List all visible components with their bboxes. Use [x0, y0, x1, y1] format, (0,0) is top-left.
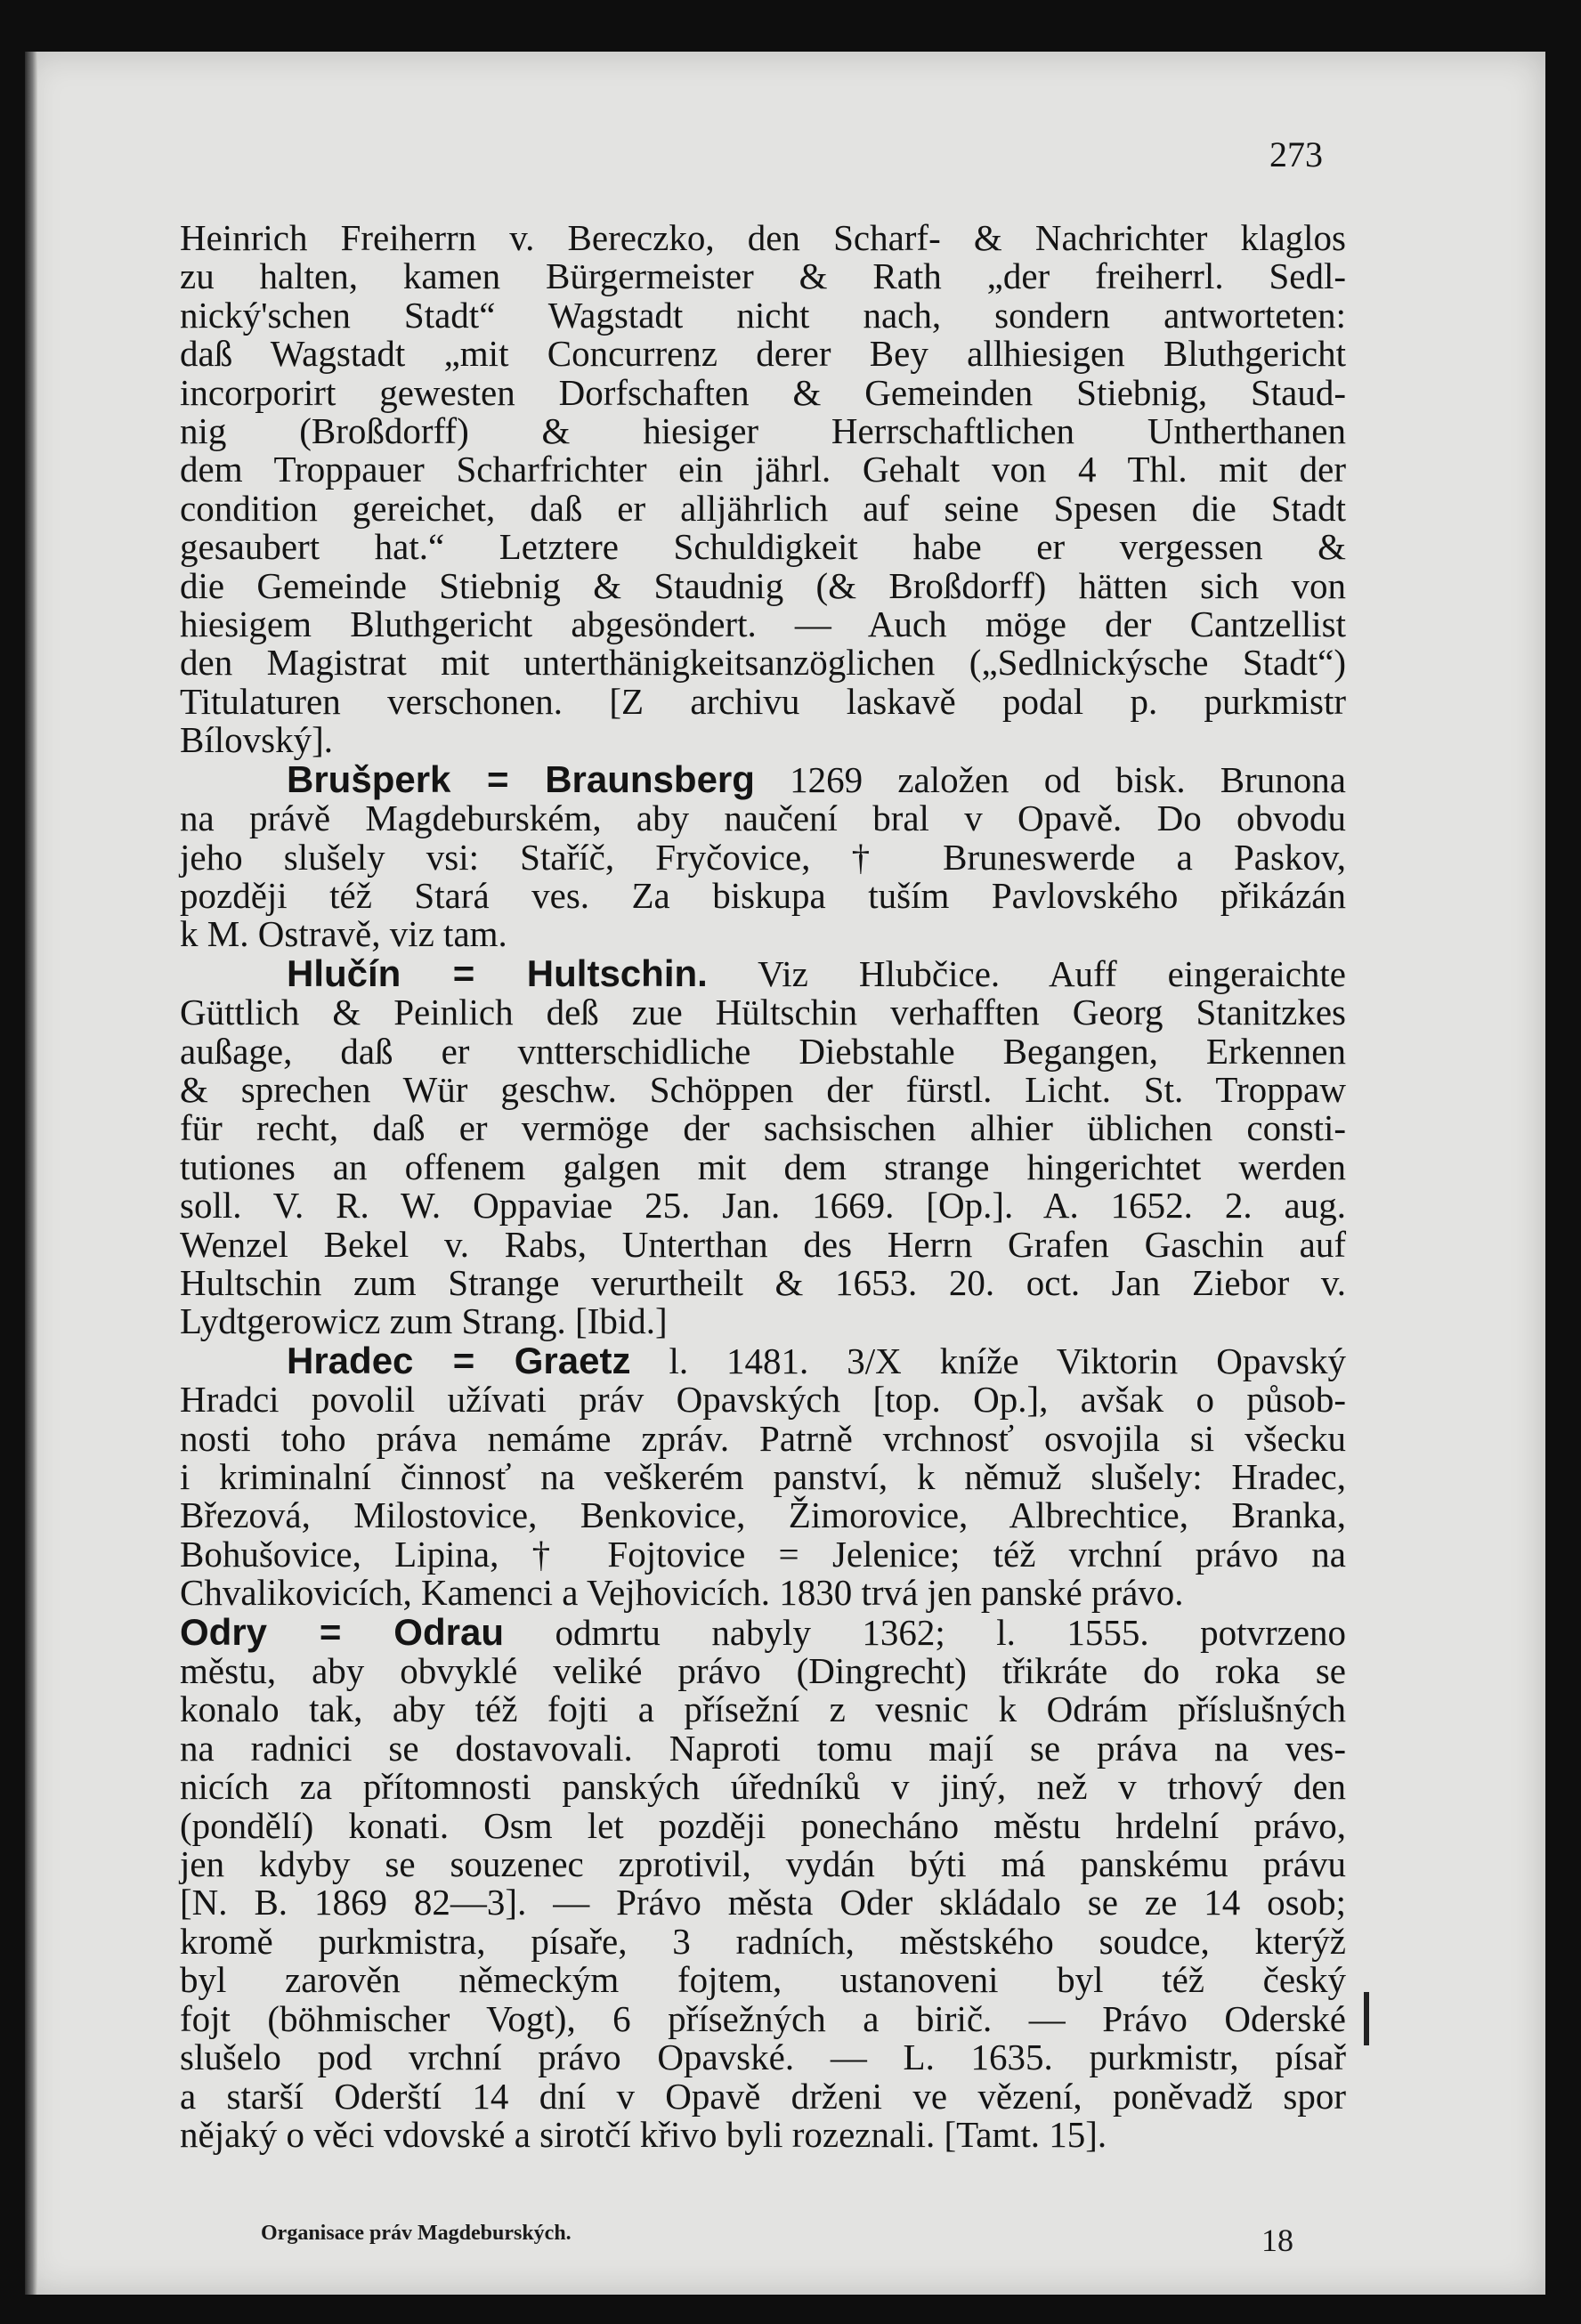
- text-line: Lydtgerowicz zum Strang. [Ibid.]: [180, 1300, 668, 1342]
- text-line: byl zarověn německým fojtem, ustanoveni byl též český: [180, 1959, 1346, 2001]
- text-line: condition gereichet, daß er alljährlich auf seine Spesen die Stadt: [180, 487, 1346, 529]
- page-binding-edge: [25, 52, 37, 2295]
- entry-hlucin: [180, 951, 1346, 1342]
- text-line: nějaký o věci vdovské a sirotčí křivo byli rozeznali. [Tamt. 15].: [180, 2113, 1107, 2155]
- text-line: městu, aby obvyklé veliké právo (Dingrecht) třikráte do roka se: [180, 1650, 1346, 1692]
- text-line: Titulaturen verschonen. [Z archivu laskavě podal p. purkmistr: [180, 680, 1346, 722]
- text-line: Hradci povolil užívati práv Opavských [top. Op.], avšak o působ-: [180, 1379, 1346, 1421]
- text-line: außage, daß er vntterschidliche Diebstahle Begangen, Erkennen: [180, 1030, 1346, 1072]
- text-fragment: l. 1481. 3/X kníže Viktorin Opavský: [669, 1340, 1346, 1381]
- book-page: [25, 52, 1545, 2295]
- entry-headword: Odry = Odrau: [180, 1610, 504, 1653]
- text-line: nig (Broßdorff) & hiesiger Herrschaftlichen Untherthanen: [180, 410, 1346, 452]
- text-line: fojt (böhmischer Vogt), 6 přísežných a birič. — Právo Oderské: [180, 1997, 1346, 2039]
- entry-odry: [180, 1610, 1347, 2155]
- text-line: jen kdyby se souzenec zprotivil, vydán býti má panskému právu: [180, 1843, 1346, 1885]
- text-line: Heinrich Freiherrn v. Bereczko, den Scharf- & Nachrichter klaglos: [180, 217, 1346, 258]
- entry-first-line: [180, 951, 1346, 994]
- text-fragment: Viz Hlubčice. Auff eingeraichte: [758, 952, 1346, 994]
- sheet-number: 18: [1261, 2223, 1293, 2258]
- text-line: Wenzel Bekel v. Rabs, Unterthan des Herrn Grafen Gaschin auf: [180, 1223, 1346, 1265]
- text-line: soll. V. R. W. Oppaviae 25. Jan. 1669. [Op.]. A. 1652. 2. aug.: [180, 1185, 1346, 1227]
- text-line: Březová, Milostovice, Benkovice, Žimorovice, Albrechtice, Branka,: [180, 1494, 1346, 1536]
- page-number: 273: [1269, 134, 1323, 174]
- text-line: na radnici se dostavovali. Naproti tomu mají se práva na ves-: [180, 1727, 1346, 1769]
- entry-hradec: [180, 1341, 1346, 1613]
- signature-mark: Organisace práv Magdeburských.: [261, 2222, 572, 2245]
- text-line: k M. Ostravě, viz tam.: [180, 913, 507, 955]
- text-line: Güttlich & Peinlich deß zue Hültschin verhafften Georg Stanitzkes: [180, 992, 1346, 1033]
- text-fragment: odmrtu nabyly 1362; l. 1555. potvrzeno: [555, 1611, 1347, 1653]
- entry-headword: Hradec = Graetz: [287, 1339, 631, 1381]
- entry-first-line: [180, 757, 1346, 800]
- text-line: i kriminalní činnosť na veškerém panství, k němuž slušely: Hradec,: [180, 1456, 1346, 1497]
- text-line: Bílovský].: [180, 719, 333, 761]
- text-fragment: 1269 založen od bisk. Brunona: [790, 758, 1346, 800]
- page-footer: [261, 2222, 1293, 2257]
- text-line: die Gemeinde Stiebnig & Staudnig (& Broßdorff) hätten sich von: [180, 564, 1346, 606]
- text-line: Chvalikovicích, Kamenci a Vejhovicích. 1830 trvá jen panské právo.: [180, 1572, 1184, 1614]
- paragraph-wagstadt: [180, 219, 1346, 760]
- entry-first-line: [180, 1341, 1346, 1381]
- text-line: a starší Oderští 14 dní v Opavě drženi ve vězení, poněvadž spor: [180, 2075, 1346, 2117]
- text-line: jeho slušely vsi: Staříč, Fryčovice, † Bruneswerde a Paskov,: [180, 836, 1346, 878]
- text-line: incorporirt gewesten Dorfschaften & Gemeinden Stiebnig, Staud-: [180, 371, 1346, 413]
- margin-mark: [1364, 1992, 1369, 2045]
- text-line: gesaubert hat.“ Letztere Schuldigkeit habe er vergessen &: [180, 526, 1346, 568]
- text-line: Hultschin zum Strange verurtheilt & 1653. 20. oct. Jan Ziebor v.: [180, 1261, 1346, 1303]
- text-line: daß Wagstadt „mit Concurrenz derer Bey allhiesigen Bluthgericht: [180, 333, 1346, 375]
- text-line: den Magistrat mit unterthänigkeitsanzöglichen („Sedlnickýsche Stadt“): [180, 642, 1346, 684]
- entry-first-line: [180, 1610, 1347, 1653]
- text-line: & sprechen Wür geschw. Schöppen der fürstl. Licht. St. Troppaw: [180, 1068, 1346, 1110]
- entry-headword: Brušperk = Braunsberg: [287, 757, 755, 800]
- text-line: hiesigem Bluthgericht abgesöndert. — Auch möge der Cantzellist: [180, 603, 1346, 645]
- text-line: nicích za přítomnosti panských úředníků v jiný, než v trhový den: [180, 1766, 1346, 1808]
- text-line: (pondělí) konati. Osm let později ponecháno městu hrdelní právo,: [180, 1804, 1346, 1846]
- text-line: tutiones an offenem galgen mit dem strange hingerichtet werden: [180, 1146, 1346, 1187]
- text-line: für recht, daß er vermöge der sachsischen alhier üblichen consti-: [180, 1107, 1346, 1149]
- text-line: Bohušovice, Lipina, † Fojtovice = Jelenice; též vrchní právo na: [180, 1533, 1346, 1575]
- text-line: konalo tak, aby též fojti a přísežní z vesnic k Odrám příslušných: [180, 1688, 1346, 1730]
- text-line: na právě Magdeburském, aby naučení bral v Opavě. Do obvodu: [180, 798, 1346, 839]
- text-line: kromě purkmistra, písaře, 3 radních, městského soudce, kterýž: [180, 1920, 1346, 1962]
- text-line: [N. B. 1869 82—3]. — Právo města Oder skládalo se ze 14 osob;: [180, 1882, 1346, 1923]
- text-line: slušelo pod vrchní právo Opavské. — L. 1635. purkmistr, písař: [180, 2037, 1346, 2078]
- text-line: nosti toho práva nemáme zpráv. Patrně vrchnosť osvojila si všecku: [180, 1417, 1346, 1459]
- text-line: později též Stará ves. Za biskupa tuším Pavlovského přikázán: [180, 874, 1346, 916]
- text-line: zu halten, kamen Bürgermeister & Rath „der freiherrl. Sedl-: [180, 255, 1346, 297]
- text-line: nický'schen Stadt“ Wagstadt nicht nach, sondern antworteten:: [180, 294, 1346, 336]
- entry-headword: Hlučín = Hultschin.: [287, 951, 708, 994]
- body-text: [180, 219, 1346, 2154]
- text-line: dem Troppauer Scharfrichter ein jährl. Gehalt von 4 Thl. mit der: [180, 449, 1346, 490]
- entry-brusperk: [180, 757, 1346, 955]
